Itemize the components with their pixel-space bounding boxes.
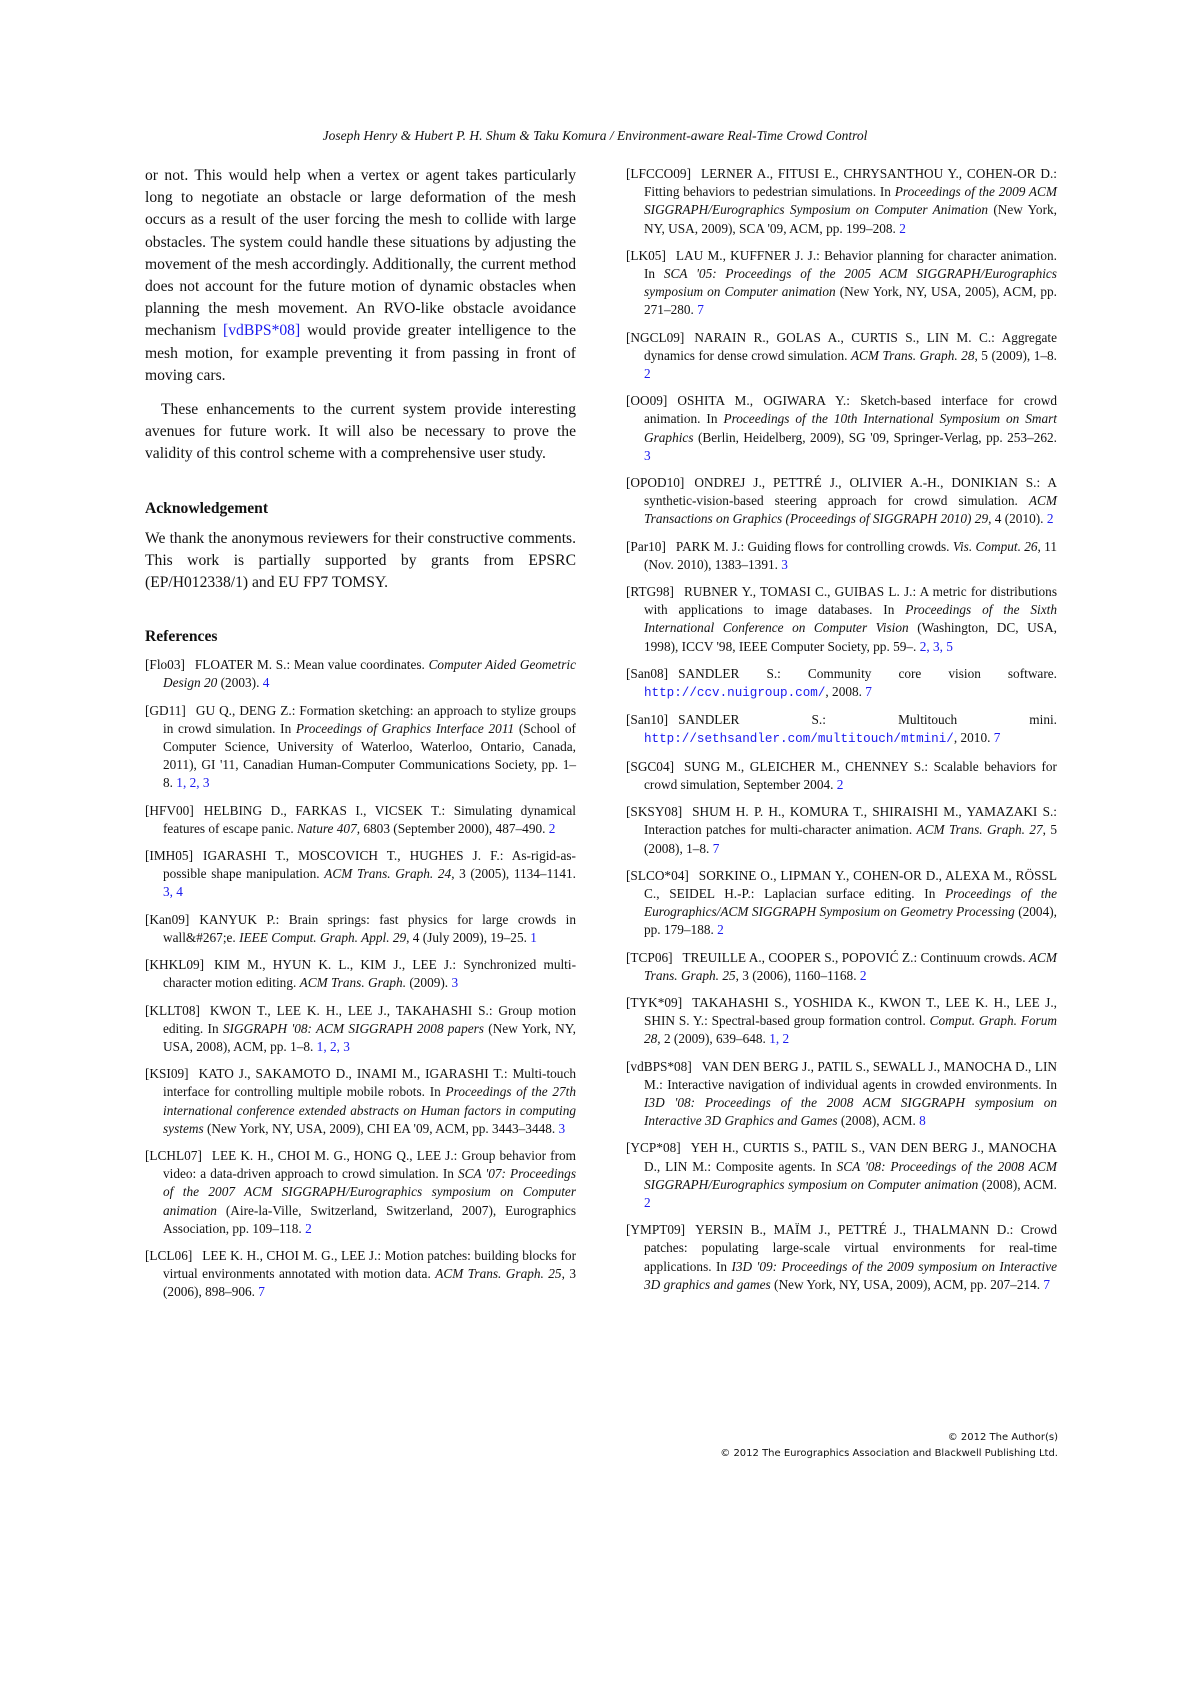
- reference-authors-title: TAKAHASHI S., YOSHIDA K., KWON T., LEE K. H., LEE J., SHIN S. Y.: Spectral-based group formation control.: [644, 994, 1057, 1029]
- reference-details: , 5 (2009), 1–8.: [974, 347, 1057, 363]
- body-paragraph: These enhancements to the current system provide interesting avenues for future work. It will also be necessary to prove the validity of this control scheme with a comprehensive user study.: [145, 401, 576, 463]
- reference-entry: [626, 867, 1057, 940]
- reference-details: (Aire-la-Ville, Switzerland, Switzerland, 2007), Eurographics Association, pp. 109–118.: [163, 1202, 576, 1236]
- backref-page-links[interactable]: 2: [644, 366, 651, 382]
- reference-entry: [626, 538, 1057, 574]
- reference-venue: ACM Trans. Graph. 25: [644, 949, 1057, 983]
- reference-authors-title: NARAIN R., GOLAS A., CURTIS S., LIN M. C.: Aggregate dynamics for dense crowd simulation.: [644, 329, 1057, 363]
- reference-details: (2008), ACM.: [978, 1176, 1058, 1192]
- reference-authors-title: SHUM H. P. H., KOMURA T., SHIRAISHI M., YAMAZAKI S.: Interaction patches for multi-character animation.: [644, 804, 1057, 838]
- reference-details: , 3 (2006), 1160–1168.: [735, 967, 860, 983]
- reference-key: [TYK*09]: [626, 994, 683, 1010]
- reference-authors-title: SUNG M., GLEICHER M., CHENNEY S.: Scalable behaviors for crowd simulation, September 2004.: [644, 758, 1057, 792]
- backref-page-links[interactable]: 2: [644, 1194, 651, 1210]
- reference-authors-title: RUBNER Y., TOMASI C., GUIBAS L. J.: A metric for distributions with applications to image databases. In: [644, 584, 1057, 618]
- reference-entry: [626, 392, 1057, 465]
- reference-key: [vdBPS*08]: [626, 1058, 692, 1074]
- reference-key: [Kan09]: [145, 911, 190, 927]
- backref-page-links[interactable]: 3: [781, 556, 788, 572]
- backref-page-links[interactable]: 4: [262, 675, 270, 691]
- backref-page-links[interactable]: 2: [899, 220, 906, 236]
- backref-page-links[interactable]: 3: [644, 447, 651, 463]
- reference-key: [Flo03]: [145, 657, 185, 673]
- reference-authors-title: IGARASHI T., MOSCOVICH T., HUGHES J. F.: As-rigid-as-possible shape manipulation.: [163, 848, 576, 882]
- reference-venue: ACM Trans. Graph. 25: [435, 1266, 562, 1282]
- backref-page-links[interactable]: 7: [993, 730, 1001, 746]
- reference-key: [YMPT09]: [626, 1222, 686, 1238]
- reference-entry: [626, 949, 1057, 985]
- reference-authors-title: HELBING D., FARKAS I., VICSEK T.: Simulating dynamical features of escape panic.: [163, 802, 576, 836]
- reference-entry: [145, 1247, 576, 1302]
- reference-url[interactable]: http://ccv.nuigroup.com/: [644, 686, 826, 701]
- reference-venue: Proceedings of the Eurographics/ACM SIGGRAPH Symposium on Geometry Processing: [644, 885, 1057, 920]
- reference-key: [IMH05]: [145, 848, 194, 864]
- left-column: [145, 165, 576, 1311]
- reference-list-right: [626, 165, 1057, 1294]
- reference-venue: SIGGRAPH '08: ACM SIGGRAPH 2008 papers: [222, 1020, 484, 1036]
- reference-authors-title: SANDLER S.: Community core vision software.: [678, 665, 1057, 681]
- reference-details: (New York, NY, USA, 2009), ACM, pp. 207–214.: [770, 1276, 1044, 1292]
- reference-details: , 4 (July 2009), 19–25.: [406, 929, 531, 945]
- reference-details: (New York, NY, USA, 2008), ACM, pp. 1–8.: [163, 1020, 576, 1054]
- reference-details: , 6803 (September 2000), 487–490.: [356, 820, 549, 836]
- backref-page-links[interactable]: 1, 2: [769, 1031, 790, 1047]
- reference-entry: [626, 994, 1057, 1049]
- reference-key: [YCP*08]: [626, 1140, 681, 1156]
- reference-authors-title: ONDREJ J., PETTRÉ J., OLIVIER A.-H., DONIKIAN S.: A synthetic-vision-based steering approach for crowd simulation.: [644, 475, 1057, 509]
- reference-details: (2009).: [406, 975, 452, 991]
- reference-venue: ACM Transactions on Graphics (Proceedings of SIGGRAPH 2010) 29: [644, 493, 1057, 527]
- reference-key: [LCHL07]: [145, 1147, 202, 1163]
- reference-entry: [626, 803, 1057, 858]
- reference-details: , 4 (2010).: [988, 511, 1047, 527]
- reference-venue: Comput. Graph. Forum 28: [644, 1013, 1057, 1047]
- reference-entry: [145, 1065, 576, 1138]
- backref-page-links[interactable]: 1: [530, 929, 537, 945]
- running-header: Joseph Henry & Hubert P. H. Shum & Taku Komura / Environment-aware Real-Time Crowd Control: [322, 128, 868, 143]
- reference-venue: Proceedings of the 2009 ACM SIGGRAPH/Eurographics Symposium on Computer Animation: [644, 184, 1058, 218]
- reference-key: [TCP06]: [626, 949, 673, 965]
- copyright-line: © 2012 The Eurographics Association and Blackwell Publishing Ltd.: [720, 1448, 1058, 1459]
- right-column: [626, 165, 1057, 1303]
- reference-entry: [145, 702, 576, 793]
- reference-url[interactable]: http://sethsandler.com/multitouch/mtmini/: [644, 732, 954, 747]
- reference-authors-title: KWON T., LEE K. H., LEE J., TAKAHASHI S.: Group motion editing. In: [163, 1002, 576, 1036]
- acknowledgement-text: We thank the anonymous reviewers for their constructive comments. This work is partially supported by grants from EPSRC (EP/H012338/1) and EU FP7 TOMSY.: [145, 529, 576, 592]
- backref-page-links[interactable]: 7: [865, 684, 872, 700]
- reference-venue: SCA '08: Proceedings of the 2008 ACM SIGGRAPH/Eurographics symposium on Computer animation: [644, 1158, 1057, 1192]
- reference-entry: [145, 1002, 576, 1057]
- reference-details: , 3 (2006), 898–906.: [163, 1266, 577, 1300]
- reference-entry: [145, 956, 576, 992]
- reference-entry: [626, 247, 1057, 320]
- reference-authors-title: LEE K. H., CHOI M. G., HONG Q., LEE J.: Group behavior from video: a data-driven approach to crowd simulation. In: [163, 1147, 576, 1182]
- reference-key: [KLLT08]: [145, 1002, 200, 1018]
- reference-details: (New York, NY, USA, 2009), CHI EA '09, ACM, pp. 3443–3448.: [203, 1120, 559, 1136]
- reference-details: , 2010.: [953, 730, 994, 746]
- reference-details: (Berlin, Heidelberg, 2009), SG '09, Springer-Verlag, pp. 253–262.: [693, 429, 1057, 445]
- backref-page-links[interactable]: 2: [717, 922, 724, 938]
- reference-venue: Vis. Comput. 26: [952, 538, 1038, 554]
- backref-page-links[interactable]: 1, 2, 3: [316, 1038, 350, 1054]
- reference-venue: ACM Trans. Graph.: [299, 975, 407, 991]
- reference-entry: [626, 758, 1057, 794]
- reference-venue: Proceedings of the Sixth International Conference on Computer Vision: [644, 602, 1057, 636]
- reference-entry: [626, 665, 1057, 702]
- reference-venue: Computer Aided Geometric Design 20: [163, 657, 576, 691]
- reference-entry: [626, 1058, 1057, 1131]
- reference-authors-title: LERNER A., FITUSI E., CHRYSANTHOU Y., COHEN-OR D.: Fitting behaviors to pedestrian simulations. In: [644, 166, 1057, 200]
- reference-entry: [626, 474, 1057, 529]
- section-heading-references: References: [145, 628, 218, 646]
- reference-entry: [626, 165, 1057, 238]
- reference-venue: Proceedings of Graphics Interface 2011: [295, 720, 515, 736]
- reference-key: [San08]: [626, 665, 669, 681]
- copyright-footer: [720, 1430, 1058, 1462]
- body-paragraph: or not. This would help when a vertex or agent takes particularly long to negotiate an obstacle or large deformation of the mesh occurs as a result of the user forcing the mesh to collide with large obstacles. The system could handle these situations by adjusting the movement of the mesh accordingly. Additionally, the current method does not account for the future motion of dynamic obstacles when planning the mesh movement. An RVO-like obstacle avoidance mechanism [vdBPS*08] would provide greater intelligence to the mesh motion, for example preventing it from passing in front of moving cars.: [145, 167, 576, 384]
- reference-key: [KSI09]: [145, 1066, 189, 1082]
- reference-details: , 11 (Nov. 2010), 1383–1391.: [644, 538, 1057, 572]
- backref-page-links[interactable]: 2: [548, 820, 556, 836]
- reference-key: [KHKL09]: [145, 957, 205, 973]
- reference-details: (New York, NY, USA, 2009), SCA '09, ACM, pp. 199–208.: [644, 202, 1057, 236]
- reference-key: [SKSY08]: [626, 804, 683, 820]
- reference-key: [SGC04]: [626, 758, 675, 774]
- reference-authors-title: SORKINE O., LIPMAN Y., COHEN-OR D., ALEXA M., RÖSSL C., SEIDEL H.-P.: Laplacian surface editing. In: [644, 867, 1057, 901]
- backref-page-links[interactable]: 2: [859, 967, 867, 983]
- reference-details: (School of Computer Science, University of Waterloo, Waterloo, Ontario, Canada, 2011), GI '11, Canadian Human-Computer Communications Society, pp. 1–8.: [163, 720, 576, 791]
- backref-page-links[interactable]: 7: [697, 302, 704, 318]
- reference-entry: [145, 847, 576, 902]
- reference-key: [NGCL09]: [626, 329, 685, 345]
- reference-entry: [626, 1221, 1057, 1294]
- reference-authors-title: GU Q., DENG Z.: Formation sketching: an approach to stylize groups in crowd simulation. In: [163, 702, 576, 736]
- backref-page-links[interactable]: 3, 4: [163, 884, 183, 900]
- reference-entry: [145, 656, 576, 692]
- reference-venue: Nature 407: [297, 820, 357, 836]
- reference-venue: IEEE Comput. Graph. Appl. 29: [239, 929, 407, 945]
- copyright-line: © 2012 The Author(s): [947, 1432, 1058, 1443]
- citation-link[interactable]: [vdBPS*08]: [223, 322, 301, 340]
- reference-entry: [626, 583, 1057, 656]
- reference-venue: ACM Trans. Graph. 27: [916, 822, 1043, 838]
- reference-entry: [145, 802, 576, 838]
- reference-venue: ACM Trans. Graph. 28: [850, 347, 975, 363]
- reference-authors-title: LAU M., KUFFNER J. J.: Behavior planning for character animation. In: [644, 247, 1057, 282]
- reference-venue: Proceedings of the 27th international conference extended abstracts on Human factors in computing systems: [163, 1084, 577, 1136]
- reference-key: [GD11]: [145, 702, 186, 718]
- reference-authors-title: VAN DEN BERG J., PATIL S., SEWALL J., MANOCHA D., LIN M.: Interactive navigation of individual agents in crowded environments. In: [644, 1058, 1057, 1092]
- reference-venue: SCA '07: Proceedings of the 2007 ACM SIGGRAPH/Eurographics symposium on Computer animation: [163, 1166, 576, 1218]
- reference-entry: [626, 711, 1057, 748]
- reference-authors-title: OSHITA M., OGIWARA Y.: Sketch-based interface for crowd animation. In: [644, 393, 1057, 427]
- reference-key: [LFCCO09]: [626, 166, 692, 181]
- backref-page-links[interactable]: 7: [712, 840, 720, 856]
- reference-key: [San10]: [626, 712, 669, 728]
- reference-details: (2004), pp. 179–188.: [644, 904, 1057, 938]
- reference-authors-title: SANDLER S.: Multitouch mini.: [678, 712, 1057, 728]
- reference-authors-title: LEE K. H., CHOI M. G., LEE J.: Motion patches: building blocks for virtual environments annotated with motion data.: [163, 1247, 576, 1282]
- reference-venue: ACM Trans. Graph. 24: [324, 866, 452, 882]
- reference-details: , 3 (2005), 1134–1141.: [451, 866, 576, 882]
- reference-key: [Par10]: [626, 538, 666, 554]
- reference-authors-title: PARK M. J.: Guiding flows for controlling crowds.: [675, 538, 953, 554]
- backref-page-links[interactable]: 2: [1046, 511, 1054, 527]
- reference-entry: [626, 1139, 1057, 1212]
- reference-entry: [145, 1147, 576, 1238]
- reference-authors-title: KATO J., SAKAMOTO D., INAMI M., IGARASHI T.: Multi-touch interface for controlling multiple mobile robots. In: [163, 1066, 576, 1100]
- reference-details: (Washington, DC, USA, 1998), ICCV '98, IEEE Computer Society, pp. 59–.: [644, 620, 1057, 654]
- reference-venue: Proceedings of the 10th International Symposium on Smart Graphics: [644, 411, 1057, 445]
- reference-details: (2003).: [217, 675, 263, 691]
- backref-page-links[interactable]: 3: [558, 1120, 566, 1136]
- backref-page-links[interactable]: 2: [836, 776, 844, 792]
- reference-authors-title: FLOATER M. S.: Mean value coordinates.: [194, 657, 429, 673]
- reference-details: , 2 (2009), 639–648.: [657, 1031, 770, 1047]
- reference-authors-title: TREUILLE A., COOPER S., POPOVIĆ Z.: Continuum crowds.: [682, 949, 1029, 965]
- reference-list-left: [145, 656, 576, 1301]
- reference-authors-title: YERSIN B., MAÏM J., PETTRÉ J., THALMANN D.: Crowd patches: populating large-scale virtual environments for real-time applications. In: [644, 1222, 1057, 1274]
- backref-page-links[interactable]: 2, 3, 5: [919, 638, 953, 654]
- reference-key: [SLCO*04]: [626, 867, 689, 883]
- backref-page-links[interactable]: 3: [451, 975, 459, 991]
- reference-details: , 5 (2008), 1–8.: [644, 822, 1058, 856]
- backref-page-links[interactable]: 1, 2, 3: [176, 775, 210, 791]
- reference-details: (New York, NY, USA, 2005), ACM, pp. 271–280.: [644, 284, 1057, 318]
- backref-page-links[interactable]: 7: [258, 1284, 265, 1300]
- reference-key: [LCL06]: [145, 1247, 193, 1263]
- reference-entry: [626, 329, 1057, 384]
- backref-page-links[interactable]: 7: [1043, 1276, 1051, 1292]
- section-heading-acknowledgement: Acknowledgement: [145, 499, 269, 517]
- reference-venue: I3D '08: Proceedings of the 2008 ACM SIGGRAPH symposium on Interactive 3D Graphics and Games: [644, 1094, 1057, 1129]
- reference-authors-title: KIM M., HYUN K. L., KIM J., LEE J.: Synchronized multi-character motion editing.: [163, 957, 576, 991]
- reference-details: (2008), ACM.: [837, 1113, 920, 1129]
- reference-key: [RTG98]: [626, 584, 674, 600]
- reference-entry: [145, 911, 576, 947]
- reference-key: [OPOD10]: [626, 475, 685, 491]
- reference-venue: I3D '09: Proceedings of the 2009 symposium on Interactive 3D graphics and games: [644, 1258, 1057, 1292]
- reference-authors-title: YEH H., CURTIS S., PATIL S., VAN DEN BERG J., MANOCHA D., LIN M.: Composite agents. In: [644, 1140, 1057, 1174]
- reference-details: , 2008.: [825, 684, 866, 700]
- reference-key: [HFV00]: [145, 802, 194, 818]
- backref-page-links[interactable]: 8: [919, 1113, 926, 1129]
- backref-page-links[interactable]: 2: [305, 1220, 312, 1236]
- reference-key: [LK05]: [626, 247, 666, 263]
- reference-key: [OO09]: [626, 393, 668, 409]
- reference-authors-title: KANYUK P.: Brain springs: fast physics for large crowds in wall&#267;e.: [163, 911, 576, 945]
- reference-venue: SCA '05: Proceedings of the 2005 ACM SIGGRAPH/Eurographics symposium on Computer animation: [644, 266, 1057, 300]
